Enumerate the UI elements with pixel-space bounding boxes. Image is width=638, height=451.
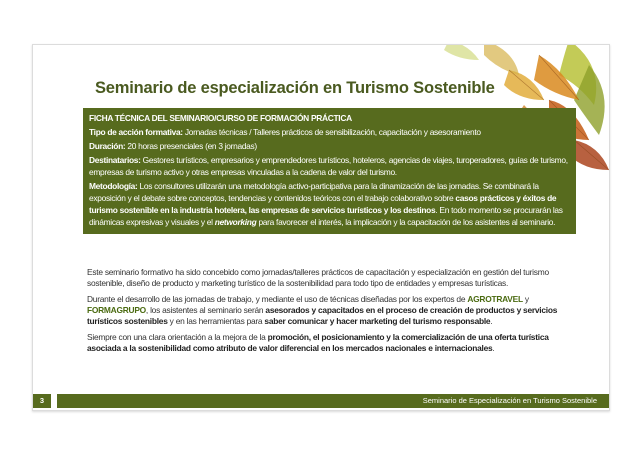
brand-agrotravel: AGROTRAVEL (467, 294, 523, 304)
p2-text-c: , los asistentes al seminario serán (145, 305, 266, 315)
fact-metodologia-text-1: Los consultores utilizarán una metodología activo-participativa para la dinamización de las jornadas. Se combinará la exposición y el debate sobre conceptos, tendencias y contenidos teóricos con el trabajo colaborativo sobre (89, 181, 539, 203)
page-number: 3 (33, 394, 51, 408)
fact-metodologia (89, 180, 570, 228)
p2-text-e: . (490, 316, 493, 326)
fact-duracion (89, 140, 570, 152)
fact-tipo-value: Jornadas técnicas / Talleres prácticos de sensibilización, capacitación y asesoramiento (182, 127, 481, 137)
fact-metodologia-networking: networking (214, 217, 257, 227)
fact-tipo (89, 126, 570, 138)
fact-duracion-label: Duración: (89, 141, 126, 151)
body-paragraph-2 (87, 294, 577, 327)
footer-bar: Seminario de Especialización en Turismo Sostenible (57, 394, 610, 408)
brand-formagrupo: FORMAGRUPO (87, 305, 146, 315)
fact-destinatarios (89, 154, 570, 178)
body-paragraph-3 (87, 332, 577, 354)
page-title: Seminario de especialización en Turismo Sostenible (95, 79, 495, 97)
fact-metodologia-text-3: para favorecer el interés, la implicación y la capacitación de los asistentes al seminario. (256, 217, 556, 227)
fact-metodologia-label: Metodología: (89, 181, 138, 191)
p2-text-a: Durante el desarrollo de las jornadas de trabajo, y mediante el uso de técnicas diseñadas por los expertos de (87, 294, 468, 304)
fact-destinatarios-value: Gestores turísticos, empresarios y emprendedores turísticos, hoteleros, agencias de viajes, turoperadores, guías de turismo, empresas de turismo activo y otras empresas vinculadas a la cadena de valor del turismo. (89, 155, 568, 177)
p3-bold-1: promoción, el posicionamiento y la comercialización de una oferta turística asociada a la sostenibilidad como atributo de valor diferencial en los mercados nacionales e internacionales (87, 332, 549, 353)
fact-duracion-value: 20 horas presenciales (en 3 jornadas) (125, 141, 257, 151)
p2-bold-1: asesorados y capacitados en el proceso de creación de productos y servicios turísticos sostenibles (87, 305, 558, 326)
p2-bold-2: saber comunicar y hacer marketing del turismo responsable (264, 316, 491, 326)
fact-sheet-header: FICHA TÉCNICA DEL SEMINARIO/CURSO DE FORMACIÓN PRÁCTICA (89, 113, 352, 123)
body-text (87, 267, 577, 359)
p2-text-d: y en las herramientas para (167, 316, 265, 326)
fact-destinatarios-label: Destinatarios: (89, 155, 141, 165)
p3-text-b: . (492, 343, 495, 353)
footer (33, 394, 610, 408)
fact-metodologia-bold: casos prácticos y éxitos de turismo sostenible en la industria hotelera, las empresas de servicios turísticos y los destinos (89, 193, 557, 215)
fact-tipo-label: Tipo de acción formativa: (89, 127, 183, 137)
fact-metodologia-text-2: . En todo momento se procurarán las dinámicas expresivas y visuales y el (89, 205, 563, 227)
p2-text-b: y (522, 294, 529, 304)
body-paragraph-1: Este seminario formativo ha sido concebido como jornadas/talleres prácticos de capacitación y especialización en gestión del turismo sostenible, diseño de producto y marketing turístico de la sostenibilidad para todo tipo de entidades y empresas turísticas. (87, 267, 549, 288)
slide (32, 44, 610, 411)
fact-sheet-box (83, 108, 576, 234)
p3-text-a: Siempre con una clara orientación a la mejora de la (87, 332, 268, 342)
